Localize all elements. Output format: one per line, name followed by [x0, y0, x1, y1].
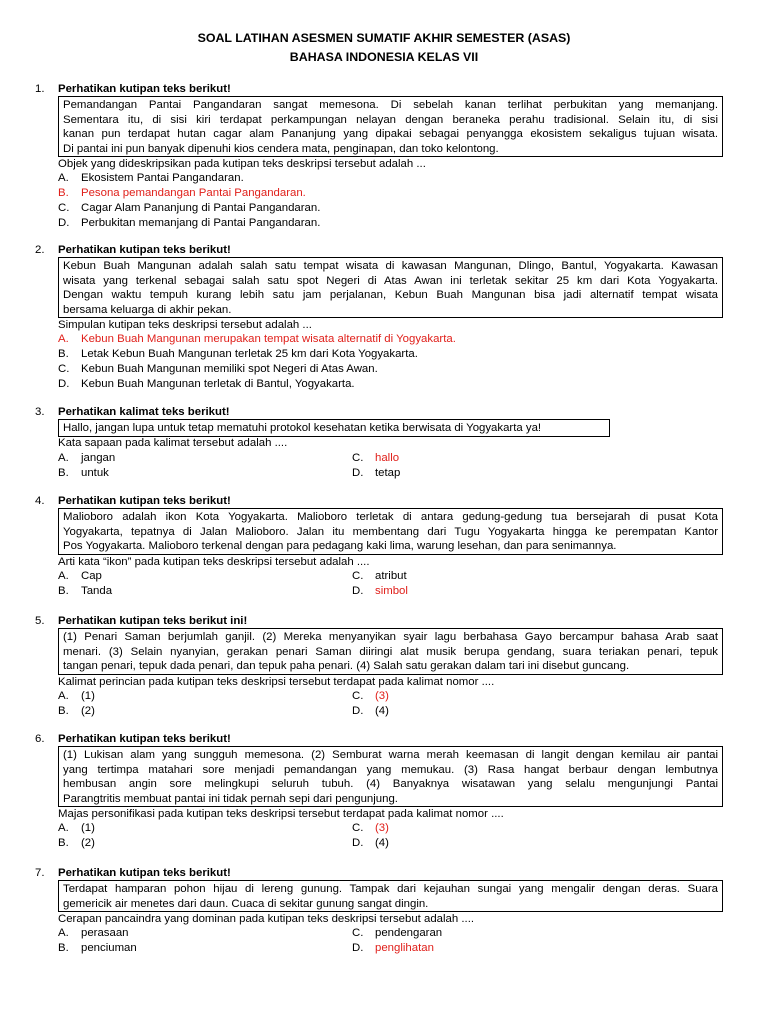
- question-stem: Kata sapaan pada kalimat tersebut adalah ....: [58, 437, 288, 449]
- option-text: Kebun Buah Mangunan memiliki spot Negeri di Atas Awan.: [81, 363, 378, 375]
- option-letter: D.: [352, 837, 364, 849]
- document-subtitle: BAHASA INDONESIA KELAS VII: [289, 50, 479, 64]
- passage-box: [58, 880, 723, 912]
- option-text: pendengaran: [375, 927, 443, 939]
- passage-line: Hallo, jangan lupa untuk tetap mematuhi protokol kesehatan ketika berwisata di Yogyakarta ya!: [63, 422, 542, 434]
- passage-line: gemericik air menetes dari daun. Cuaca di sekitar gunung sangat dingin.: [63, 897, 429, 910]
- option-letter: B.: [58, 837, 69, 849]
- passage-line: bersama keluarga di akhir pekan.: [63, 303, 232, 316]
- option-letter: A.: [58, 452, 69, 464]
- option-text: Perbukitan memanjang di Pantai Pangandaran.: [81, 217, 321, 229]
- option-letter: D.: [352, 942, 364, 954]
- question-title: Perhatikan kutipan teks berikut!: [58, 83, 231, 95]
- question-stem: Objek yang dideskripsikan pada kutipan teks deskripsi tersebut adalah ...: [58, 158, 426, 170]
- option-letter: C.: [352, 452, 364, 464]
- option-text: untuk: [81, 467, 109, 479]
- option-text: Kebun Buah Mangunan merupakan tempat wisata alternatif di Yogyakarta.: [81, 333, 456, 345]
- question-title: Perhatikan kutipan teks berikut!: [58, 244, 231, 256]
- option-text: (3): [375, 690, 389, 702]
- question-number: 1.: [35, 83, 45, 95]
- option-text: Cap: [81, 570, 102, 582]
- option-text: (2): [81, 837, 95, 849]
- option-letter: D.: [352, 585, 364, 597]
- option-letter: D.: [352, 467, 364, 479]
- option-text: (3): [375, 822, 389, 834]
- passage-box: [58, 628, 723, 675]
- question-number: 5.: [35, 615, 45, 627]
- passage-line: Kebun Buah Mangunan adalah salah satu tempat wisata di kawasan Mangunan, Dlingo, Bantul, Yogyakarta. Kawasan: [63, 260, 718, 272]
- question-title: Perhatikan kalimat teks berikut!: [58, 406, 230, 418]
- passage-line: (1) Lukisan alam yang sungguh memesona. (2) Semburat warna merah keemasan di langit dengan kemilau air pantai: [63, 749, 718, 761]
- passage-line: wisata yang terkenal sebagai salah satu spot Negeri di Atas Awan ini terletak sekitar 25 km dari Kota Yogyakarta.: [63, 274, 718, 287]
- option-letter: B.: [58, 705, 69, 717]
- passage-box: [58, 257, 723, 318]
- option-letter: B.: [58, 585, 69, 597]
- option-text: (4): [375, 705, 389, 717]
- option-text: hallo: [375, 452, 400, 464]
- question-number: 4.: [35, 495, 45, 507]
- passage-line: Yogyakarta, tepatnya di Jalan Malioboro. Jalan itu membentang dari Tugu Yogyakarta hingga ke perempatan Kantor: [63, 525, 718, 538]
- question-number: 3.: [35, 406, 45, 418]
- option-letter: B.: [58, 942, 69, 954]
- passage-line: hembusan angin sore melingkupi seluruh tubuh. (4) Banyaknya wisatawan yang selalu mengunjungi Pantai: [63, 778, 718, 791]
- option-letter: D.: [58, 217, 70, 229]
- option-text: Letak Kebun Buah Mangunan terletak 25 km dari Kota Yogyakarta.: [81, 348, 418, 360]
- option-letter: A.: [58, 333, 69, 345]
- passage-box: [58, 508, 723, 555]
- passage-box: [58, 746, 723, 807]
- option-text: tetap: [375, 467, 401, 479]
- option-letter: C.: [58, 202, 70, 214]
- option-letter: A.: [58, 822, 69, 834]
- question-title: Perhatikan kutipan teks berikut ini!: [58, 615, 248, 627]
- question-title: Perhatikan kutipan teks berikut!: [58, 867, 231, 879]
- option-letter: B.: [58, 348, 69, 360]
- option-text: Cagar Alam Pananjung di Pantai Pangandaran.: [81, 202, 321, 214]
- passage-line: Malioboro adalah ikon Kota Yogyakarta. Malioboro terletak di antara gedung-gedung tua bersejarah di pusat Kota: [63, 511, 718, 523]
- option-text: (1): [81, 822, 95, 834]
- option-text: perasaan: [81, 927, 129, 939]
- passage-line: tangan penari, tepuk dada penari, dan tepuk paha penari. (4) Salah satu gerakan dalam tari ini disebut guncang.: [63, 660, 630, 673]
- question-number: 6.: [35, 733, 45, 745]
- passage-line: Pemandangan Pantai Pangandaran sangat memesona. Di sebelah kanan terlihat perbukitan yang memanjang.: [63, 99, 718, 111]
- option-letter: A.: [58, 690, 69, 702]
- question-number: 7.: [35, 867, 45, 879]
- question-stem: Arti kata “ikon” pada kutipan teks deskripsi tersebut adalah ....: [58, 556, 370, 568]
- passage-line: Di pantai ini pun banyak dipenuhi kios cendera mata, penginapan, dan toko kelontong.: [63, 142, 499, 155]
- option-text: Tanda: [81, 585, 113, 597]
- option-letter: B.: [58, 467, 69, 479]
- passage-line: Terdapat hamparan pohon hijau di lereng gunung. Tampak dari kejauhan sungai yang mengalir dengan deras. Suara: [63, 883, 718, 895]
- option-text: (4): [375, 837, 389, 849]
- option-letter: A.: [58, 172, 69, 184]
- question-stem: Kalimat perincian pada kutipan teks deskripsi tersebut terdapat pada kalimat nomor ....: [58, 676, 495, 688]
- question-stem: Majas personifikasi pada kutipan teks deskripsi tersebut terdapat pada kalimat nomor ....: [58, 808, 504, 820]
- passage-line: Sementara itu, di sisi kiri terdapat perkampungan nelayan dengan beraneka perahu tradisional. Selain itu, di sisi: [63, 113, 718, 126]
- passage-line: yang tertimpa matahari sore menjadi pemandangan yang memukau. (3) Rasa hangat berbaur dengan lembutnya: [63, 763, 718, 776]
- passage-box: [58, 96, 723, 157]
- passage-line: Pos Yogyakarta. Malioboro terkenal dengan para pedagang kaki lima, warung lesehan, dan para senimannya.: [63, 540, 617, 553]
- option-text: Kebun Buah Mangunan terletak di Bantul, Yogyakarta.: [81, 378, 355, 390]
- passage-line: kanan pun terdapat hutan cagar alam Pananjung yang dipakai sebagai penyangga ekosistem sekaligus tujuan wisata.: [63, 128, 718, 141]
- passage-box: [58, 419, 610, 437]
- option-letter: C.: [352, 822, 364, 834]
- option-letter: A.: [58, 570, 69, 582]
- option-letter: C.: [352, 927, 364, 939]
- passage-line: (1) Penari Saman berjumlah ganjil. (2) Mereka menyanyikan syair lagu berbahasa Gayo bercampur bahasa Arab saat: [63, 631, 718, 643]
- option-letter: B.: [58, 187, 69, 199]
- passage-line: menari. (3) Selain nyanyian, gerakan penari Saman diiringi alat musik berupa gendang, suara teriakan penari, tepuk: [63, 645, 718, 658]
- option-text: jangan: [81, 452, 116, 464]
- question-stem: Simpulan kutipan teks deskripsi tersebut adalah ...: [58, 319, 312, 331]
- option-text: Pesona pemandangan Pantai Pangandaran.: [81, 187, 306, 199]
- question-title: Perhatikan kutipan teks berikut!: [58, 495, 231, 507]
- question-number: 2.: [35, 244, 45, 256]
- option-text: simbol: [375, 585, 408, 597]
- document-title: SOAL LATIHAN ASESMEN SUMATIF AKHIR SEMESTER (ASAS): [197, 31, 571, 45]
- option-letter: A.: [58, 927, 69, 939]
- question-stem: Cerapan pancaindra yang dominan pada kutipan teks deskripsi tersebut adalah ....: [58, 913, 475, 925]
- passage-line: Parangtritis membuat pantai ini tidak pernah sepi dari pengunjung.: [63, 792, 398, 805]
- option-letter: C.: [352, 570, 364, 582]
- question-title: Perhatikan kutipan teks berikut!: [58, 733, 231, 745]
- passage-line: Dengan waktu tempuh kurang lebih satu jam perjalanan, Kebun Buah Mangunan bisa jadi alternatif tempat wisata: [63, 289, 718, 302]
- option-letter: D.: [58, 378, 70, 390]
- option-text: atribut: [375, 570, 407, 582]
- option-text: (2): [81, 705, 95, 717]
- option-text: (1): [81, 690, 95, 702]
- option-text: Ekosistem Pantai Pangandaran.: [81, 172, 244, 184]
- option-text: penglihatan: [375, 942, 434, 954]
- option-letter: C.: [58, 363, 70, 375]
- option-letter: C.: [352, 690, 364, 702]
- option-text: penciuman: [81, 942, 137, 954]
- option-letter: D.: [352, 705, 364, 717]
